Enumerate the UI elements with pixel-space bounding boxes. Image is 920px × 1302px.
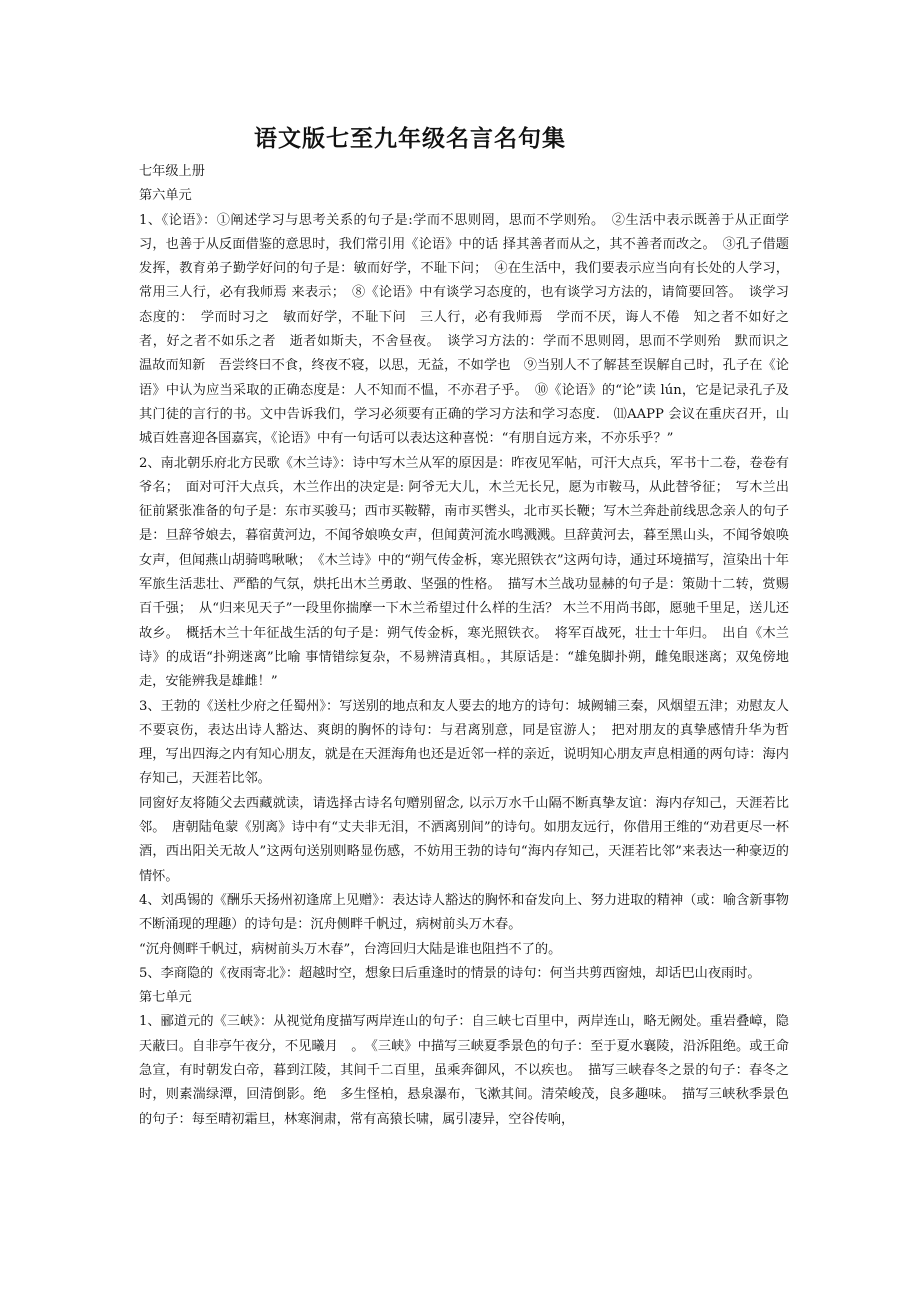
paragraph-lunyu: 1、《论语》：①阐述学习与思考关系的句子是:学而不思则罔，思而不学则殆。 ②生活中表示既善于从正面学习，也善于从反面借鉴的意思时，我们常引用《论语》中的话 择其善者而从之，其不善者而改之。 ③孔子借题发挥，教育弟子勤学好问的句子是：敏而好学，不耻下问； ④在生活中，我们要表示应当向有长处的人学习，常用三人行，必有我师焉 来表示； ⑧《论语》中有谈学习态度的，也有谈学习方法的，请简要回答。 谈学习态度的： 学而时习之 敏而好学，不耻下问 三人行，必有我师焉 学而不厌，诲人不倦 知之者不如好之者，好之者不如乐之者 逝者如斯夫，不舍昼夜。 谈学习方法的：学而不思则罔，思而不学则殆 默而识之 温故而知新 吾尝终曰不食，终夜不寝，以思，无益，不如学也 ⑨当别人不了解甚至误解自己时，孔子在《论语》中认为应当采取的正确态度是：人不知而不愠，不亦君子乎。 ⑩《论语》的“论”读 lún，它是记录孔子及其门徒的言行的书。文中告诉我们，学习必须要有正确的学习方法和学习态度. ⑾AAPP 会议在重庆召开，山城百姓喜迎各国嘉宾，《论语》中有一句话可以表达这种喜悦：“有朋自远方来，不亦乐乎？” xyxy=(139,212,803,447)
document-title xyxy=(0,120,820,153)
paragraph-liuyuxi: 4、刘禹锡的《酬乐天扬州初逢席上见赠》：表达诗人豁达的胸怀和奋发向上、努力进取的精神（或：喻含新事物不断涌现的理趣）的诗句是：沉舟侧畔千帆过，病树前头万木春。 xyxy=(139,892,789,933)
document-body xyxy=(139,160,803,1132)
paragraph-sanxia: 1、郦道元的《三峡》：从视觉角度描写两岸连山的句子：自三峡七百里中，两岸连山，略无阙处。重岩叠嶂，隐天蔽曰。自非亭午夜分，不见曦月 。 《三峡》中描写三峡夏季景色的句子：至于夏水襄陵，沿泝阻绝。或王命急宣，有时朝发白帝，暮到江陵，其间千二百里，虽乘奔御风，不以疾也。 描写三峡春冬之景的句子：春冬之时，则素湍绿潭，回清倒影。绝 多生怪柏，悬泉瀑布，飞漱其间。清荣峻茂，良多趣味。 描写三峡秋季景色的句子：每至晴初霜旦，林寒涧肃，常有高猿长啸，属引凄异，空谷传响， xyxy=(139,1014,789,1127)
unit-heading-7: 第七单元 xyxy=(139,990,192,1006)
paragraph-mulanshi: 2、南北朝乐府北方民歌《木兰诗》：诗中写木兰从军的原因是：昨夜见军帖，可汗大点兵，军书十二卷，卷卷有爷名； 面对可汗大点兵，木兰作出的决定是: 阿爷无大儿，木兰无长兄，愿为市鞍马，从此替爷征； 写木兰出征前紧张准备的句子是：东市买骏马；西市买鞍鞯，南市买辔头，北市买长鞭；写木兰奔赴前线思念亲人的句子是：旦辞爷娘去，暮宿黄河边，不闻爷娘唤女声，但闻黄河流水鸣溅溅。旦辞黄河去，暮至黑山头，不闻爷娘唤女声，但闻燕山胡骑鸣啾啾； 《木兰诗》中的“朔气传金柝，寒光照铁衣”这两句诗，通过环境描写，渲染出十年军旅生活悲壮、严酷的气氛，烘托出木兰勇敢、坚强的性格。 描写木兰战功显赫的句子是：策勋十二转，赏赐百千强； 从“归来见天子”一段里你揣摩一下木兰希望过什么样的生活？ 木兰不用尚书郎，愿驰千里足，送儿还故乡。 概括木兰十年征战生活的句子是：朔气传金柝，寒光照铁衣。 将军百战死，壮士十年归。 出自《木兰诗》的成语“扑朔迷离”比喻 事情错综复杂，不易辨清真相。，其原话是：“雄兔脚扑朔，雌兔眼迷离；双兔傍地走，安能辨我是雄雌！” xyxy=(139,455,789,690)
document-title-text: 语文版七至九年级名言名句集 xyxy=(254,125,566,152)
paragraph-taiwan: “沉舟侧畔千帆过，病树前头万木春”，台湾回归大陆是谁也阻挡不了的。 xyxy=(139,941,562,957)
paragraph-farewell: 同窗好友将随父去西藏就读，请选择古诗名句赠别留念, 以示万水千山隔不断真挚友谊：海内存知己，天涯若比邻。 唐朝陆龟蒙《别离》诗中有“丈夫非无泪，不洒离别间”的诗句。如朋友远行，你借用王维的“劝君更尽一杯酒，西出阳关无故人”这两句送别则略显伤感，不妨用王勃的诗句“海内存知己，天涯若比邻”来表达一种豪迈的情怀。 xyxy=(139,795,789,884)
paragraph-wangbo: 3、王勃的《送杜少府之任蜀州》：写送别的地点和友人要去的地方的诗句：城阙辅三秦，风烟望五津；劝慰友人不要哀伤，表达出诗人豁达、爽朗的胸怀的诗句：与君离别意，同是宦游人； 把对朋友的真挚感情升华为哲理，写出四海之内有知心朋友，就是在天涯海角也还是近邻一样的亲近，说明知心朋友声息相通的两句诗：海内存知己，天涯若比邻。 xyxy=(139,698,789,787)
unit-heading: 第六单元 xyxy=(139,188,192,204)
grade-heading: 七年级上册 xyxy=(139,164,205,179)
paragraph-lishangyin: 5、李商隐的《夜雨寄北》：超越时空，想象曰后重逢时的情景的诗句：何当共剪西窗烛，却话巴山夜雨时。 xyxy=(139,965,761,981)
